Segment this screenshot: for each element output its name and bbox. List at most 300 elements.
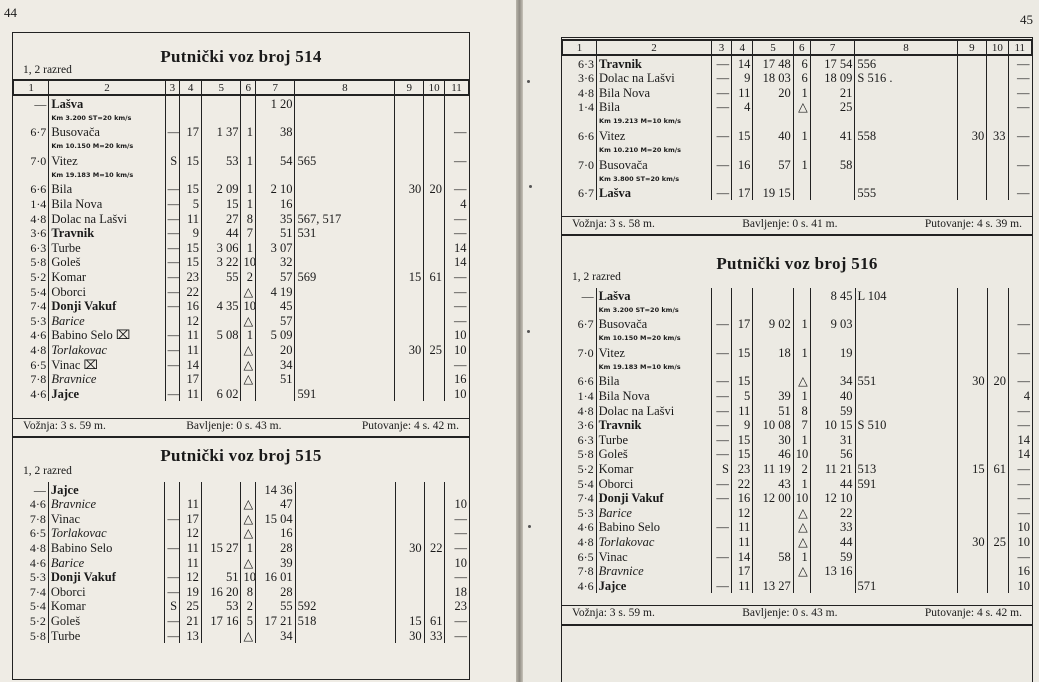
time-cell: 57 xyxy=(753,157,793,172)
time-cell xyxy=(957,100,987,115)
connection-cell xyxy=(295,182,395,197)
time-cell xyxy=(395,599,424,614)
column-header: 4 xyxy=(180,80,202,95)
time-cell: 10 xyxy=(793,491,810,506)
time-cell: 30 xyxy=(753,432,793,447)
section-divider xyxy=(562,234,1032,236)
station-name: Donji Vakuf xyxy=(596,491,711,506)
time-cell: — xyxy=(165,255,180,270)
time-cell: — xyxy=(165,211,180,226)
timetable-row xyxy=(563,128,1032,143)
cell xyxy=(202,168,241,182)
time-cell: 12 10 xyxy=(810,491,855,506)
station-name: Vinac xyxy=(48,511,165,526)
timetable-row xyxy=(562,374,1032,389)
time-cell: △ xyxy=(241,555,256,570)
cell xyxy=(711,143,731,157)
connection-cell: 592 xyxy=(295,599,395,614)
cell xyxy=(753,360,793,374)
time-cell: 11 xyxy=(180,540,202,555)
time-cell: 14 xyxy=(732,55,753,71)
time-cell xyxy=(987,476,1008,491)
time-cell: 30 xyxy=(957,374,987,389)
connection-cell xyxy=(855,85,957,100)
cell xyxy=(810,143,855,157)
time-cell xyxy=(202,342,241,357)
time-cell: 1 xyxy=(241,240,256,255)
time-cell: 11 xyxy=(180,497,202,512)
station-name: Bila xyxy=(49,182,165,197)
station-name: Oborci xyxy=(596,476,711,491)
time-cell: 44 xyxy=(202,226,241,241)
column-header: 10 xyxy=(987,40,1008,55)
time-cell: 16 xyxy=(180,299,202,314)
time-cell: — xyxy=(711,345,731,360)
time-cell: 11 xyxy=(731,534,752,549)
time-cell: 10 xyxy=(241,255,256,270)
cell xyxy=(241,168,256,182)
time-cell xyxy=(987,55,1008,71)
distance-cell: 5·4 xyxy=(577,476,594,491)
time-cell: — xyxy=(1008,403,1032,418)
connection-cell xyxy=(855,432,957,447)
time-cell: 15 xyxy=(731,345,752,360)
time-cell xyxy=(202,357,241,372)
time-cell: 8 xyxy=(241,211,256,226)
train-516-footer xyxy=(562,605,1032,620)
time-cell: — xyxy=(711,85,731,100)
distance-cell: 4·8 xyxy=(30,342,47,357)
time-cell: 10 xyxy=(793,447,810,462)
timetable-row xyxy=(562,447,1032,462)
time-cell xyxy=(202,284,241,299)
connection-cell: 518 xyxy=(295,613,395,628)
time-cell: 16 01 xyxy=(256,570,296,585)
time-cell: 40 xyxy=(810,388,855,403)
time-cell xyxy=(424,328,445,343)
distance-cell: 5·8 xyxy=(577,447,594,462)
connection-cell xyxy=(295,284,395,299)
timetable-row xyxy=(562,491,1032,506)
station-name: Goleš xyxy=(49,255,165,270)
time-cell: — xyxy=(445,570,469,585)
cell xyxy=(810,303,855,317)
station-name: Komar xyxy=(596,461,711,476)
time-cell: — xyxy=(711,432,731,447)
time-cell: — xyxy=(165,613,180,628)
time-cell: 23 xyxy=(731,461,752,476)
time-cell: — xyxy=(165,226,180,241)
time-cell xyxy=(202,313,241,328)
time-cell: — xyxy=(165,196,180,211)
cell xyxy=(732,143,753,157)
time-cell: 44 xyxy=(810,476,855,491)
time-cell xyxy=(987,432,1008,447)
train-515-class: 1, 2 razred xyxy=(23,465,72,477)
time-cell xyxy=(424,125,445,140)
station-name: Babino Selo xyxy=(48,540,165,555)
cell xyxy=(855,143,957,157)
time-cell: 31 xyxy=(810,432,855,447)
connection-cell: 513 xyxy=(855,461,957,476)
time-cell: 3 22 xyxy=(202,255,241,270)
time-cell: — xyxy=(711,476,731,491)
station-name: Bila Nova xyxy=(597,85,712,100)
time-cell: 11 xyxy=(732,85,753,100)
distance-cell: 6·6 xyxy=(577,374,594,389)
connection-cell xyxy=(295,95,395,111)
time-cell xyxy=(987,549,1008,564)
time-cell: 10 08 xyxy=(753,418,793,433)
time-cell: 22 xyxy=(731,476,752,491)
timetable-row xyxy=(13,613,469,628)
time-cell xyxy=(395,255,424,270)
cell xyxy=(165,139,180,153)
time-cell: — xyxy=(165,357,180,372)
station-name: Bravnice xyxy=(48,497,165,512)
time-cell: 20 xyxy=(753,85,793,100)
station-name: Turbe xyxy=(49,240,165,255)
time-cell: 14 xyxy=(445,255,469,270)
cell xyxy=(14,168,49,182)
time-cell xyxy=(395,570,424,585)
time-cell: 57 xyxy=(256,313,295,328)
timetable-row xyxy=(562,461,1032,476)
time-cell: 11 xyxy=(731,578,752,593)
time-cell: 46 xyxy=(753,447,793,462)
time-cell xyxy=(202,95,241,111)
time-cell: 25 xyxy=(180,599,202,614)
cell xyxy=(793,114,810,128)
time-cell: 21 xyxy=(180,613,202,628)
distance-cell: 4·8 xyxy=(578,85,595,100)
time-cell xyxy=(180,95,202,111)
time-cell: 34 xyxy=(256,628,296,643)
connection-cell xyxy=(295,570,395,585)
timetable-row xyxy=(14,299,469,314)
connection-cell xyxy=(855,345,957,360)
cell xyxy=(14,111,49,125)
time-cell: 20 xyxy=(424,182,445,197)
time-cell xyxy=(424,240,445,255)
time-cell xyxy=(395,313,424,328)
station-name: Vitez xyxy=(596,345,711,360)
connection-cell: 571 xyxy=(855,578,957,593)
station-name: Vitez xyxy=(597,128,712,143)
timetable-row xyxy=(563,143,1032,157)
time-cell xyxy=(424,284,445,299)
time-cell: 15 xyxy=(180,153,202,168)
timetable-row xyxy=(14,111,469,125)
time-cell: — xyxy=(165,182,180,197)
distance-cell: 6·7 xyxy=(578,186,595,201)
connection-cell xyxy=(855,491,957,506)
cell xyxy=(165,111,180,125)
timetable-frame xyxy=(12,32,470,680)
time-cell xyxy=(793,578,810,593)
time-cell xyxy=(165,526,180,541)
timetable-row xyxy=(14,313,469,328)
time-cell: 17 54 xyxy=(810,55,855,71)
time-cell: 1 xyxy=(241,540,256,555)
time-cell: 23 xyxy=(445,599,469,614)
time-cell: 17 48 xyxy=(753,55,793,71)
time-cell: 2 xyxy=(241,599,256,614)
time-cell: 11 xyxy=(180,555,202,570)
time-cell xyxy=(424,299,445,314)
putovanje-time: Putovanje: 4 s. 42 m. xyxy=(924,607,1022,619)
column-header: 8 xyxy=(855,40,957,55)
connection-cell: 551 xyxy=(855,374,957,389)
time-cell: 12 xyxy=(180,313,202,328)
timetable-row xyxy=(14,284,469,299)
time-cell: — xyxy=(711,491,731,506)
station-name: Jajce xyxy=(49,386,165,401)
time-cell: — xyxy=(165,240,180,255)
time-cell: 43 xyxy=(753,476,793,491)
time-cell: 14 36 xyxy=(256,482,296,497)
time-cell: — xyxy=(711,520,731,535)
cell xyxy=(957,303,987,317)
time-cell: — xyxy=(165,584,180,599)
time-cell xyxy=(201,482,241,497)
time-cell: 47 xyxy=(256,497,296,512)
station-name: Babino Selo ⌧ xyxy=(49,328,165,343)
station-name: Lašva xyxy=(596,288,711,303)
time-cell: — xyxy=(1008,71,1031,86)
time-cell: — xyxy=(711,403,731,418)
time-cell: 8 xyxy=(793,403,810,418)
time-cell xyxy=(957,85,987,100)
distance-cell: 1·4 xyxy=(578,100,595,115)
time-cell: 3 07 xyxy=(256,240,295,255)
cell xyxy=(563,143,597,157)
station-name: Lašva xyxy=(49,95,165,111)
time-cell xyxy=(424,255,445,270)
distance-cell: — xyxy=(34,96,47,111)
station-name: Dolac na Lašvi xyxy=(596,403,711,418)
time-cell: 14 xyxy=(1008,447,1032,462)
connection-cell: 531 xyxy=(295,226,395,241)
cell xyxy=(987,172,1008,186)
connection-cell xyxy=(295,497,395,512)
station-name: Busovača xyxy=(597,157,712,172)
timetable-row xyxy=(563,172,1032,186)
distance-cell: 4·6 xyxy=(30,386,47,401)
station-name: Turbe xyxy=(596,432,711,447)
timetable-row xyxy=(562,303,1032,317)
time-cell: 22 xyxy=(810,505,855,520)
time-cell xyxy=(395,211,424,226)
time-cell xyxy=(957,157,987,172)
cell xyxy=(855,114,957,128)
time-cell: 30 xyxy=(957,128,987,143)
station-name: Busovača xyxy=(596,317,711,332)
time-cell xyxy=(424,386,445,401)
time-cell: 10 xyxy=(1008,520,1032,535)
time-cell: 10 15 xyxy=(810,418,855,433)
time-cell: 9 03 xyxy=(810,317,855,332)
cell xyxy=(295,168,395,182)
time-cell: — xyxy=(165,386,180,401)
timetable-row xyxy=(562,534,1032,549)
bavljenje-time: Bavljenje: 0 s. 43 m. xyxy=(186,420,282,432)
connection-cell: S 516 . xyxy=(855,71,957,86)
time-cell: 17 16 xyxy=(201,613,241,628)
time-cell: — xyxy=(1008,317,1032,332)
distance-cell: 6·3 xyxy=(30,240,47,255)
cell xyxy=(562,331,596,345)
time-cell: — xyxy=(445,211,469,226)
time-cell: 9 xyxy=(180,226,202,241)
time-cell xyxy=(395,95,424,111)
time-cell xyxy=(753,520,793,535)
cell xyxy=(793,143,810,157)
cell xyxy=(957,360,987,374)
speed-restriction-note: Km 3.200 ST=20 km/s xyxy=(596,303,711,317)
time-cell: 30 xyxy=(395,342,424,357)
cell xyxy=(563,114,597,128)
time-cell xyxy=(395,584,424,599)
cell xyxy=(810,172,855,186)
time-cell: 51 xyxy=(256,372,295,387)
time-cell: 33 xyxy=(987,128,1008,143)
time-cell: 53 xyxy=(201,599,241,614)
timetable-row xyxy=(563,157,1032,172)
time-cell: 20 xyxy=(987,374,1008,389)
time-cell: — xyxy=(1008,157,1031,172)
timetable-row xyxy=(562,578,1032,593)
time-cell: 58 xyxy=(753,549,793,564)
cell xyxy=(732,172,753,186)
time-cell xyxy=(424,357,445,372)
time-cell xyxy=(395,555,424,570)
time-cell: — xyxy=(711,374,731,389)
time-cell: 59 xyxy=(810,549,855,564)
time-cell xyxy=(395,511,424,526)
time-cell xyxy=(793,186,810,201)
time-cell: 15 xyxy=(180,255,202,270)
time-cell: 54 xyxy=(256,153,295,168)
column-header: 6 xyxy=(241,80,256,95)
station-name: Turbe xyxy=(48,628,165,643)
time-cell: 27 xyxy=(202,211,241,226)
cell xyxy=(987,114,1008,128)
time-cell: — xyxy=(445,284,469,299)
time-cell: 5 xyxy=(731,388,752,403)
cell xyxy=(711,360,731,374)
time-cell xyxy=(201,497,241,512)
connection-cell xyxy=(295,313,395,328)
station-name: Torlakovac xyxy=(49,342,165,357)
time-cell xyxy=(987,157,1008,172)
station-name: Goleš xyxy=(48,613,165,628)
distance-cell: 6·6 xyxy=(578,128,595,143)
time-cell: 14 xyxy=(180,357,202,372)
time-cell: 30 xyxy=(395,628,424,643)
distance-cell: 4·6 xyxy=(29,497,46,512)
cell xyxy=(424,139,445,153)
distance-cell: 5·3 xyxy=(30,313,47,328)
timetable-row xyxy=(563,85,1032,100)
time-cell xyxy=(987,71,1008,86)
connection-cell: 565 xyxy=(295,153,395,168)
time-cell: 34 xyxy=(256,357,295,372)
time-cell: — xyxy=(165,269,180,284)
time-cell xyxy=(987,564,1008,579)
time-cell: — xyxy=(445,511,469,526)
time-cell: 9 xyxy=(731,418,752,433)
time-cell: △ xyxy=(793,505,810,520)
column-header: 3 xyxy=(711,40,731,55)
time-cell: 18 xyxy=(445,584,469,599)
distance-cell: 3·6 xyxy=(577,418,594,433)
cell xyxy=(711,172,731,186)
connection-cell xyxy=(295,125,395,140)
time-cell xyxy=(395,226,424,241)
time-cell xyxy=(395,299,424,314)
time-cell: — xyxy=(711,128,731,143)
time-cell xyxy=(201,555,241,570)
connection-cell xyxy=(295,482,395,497)
cell xyxy=(957,114,987,128)
time-cell: △ xyxy=(241,313,256,328)
cell xyxy=(241,139,256,153)
time-cell: 57 xyxy=(256,269,295,284)
timetable-row xyxy=(13,584,469,599)
station-name: Torlakovac xyxy=(48,526,165,541)
time-cell: 16 xyxy=(1008,564,1032,579)
time-cell xyxy=(165,482,180,497)
time-cell: — xyxy=(1008,345,1032,360)
speed-restriction-note: Km 19.183 M=10 km/s xyxy=(49,168,165,182)
timetable-row xyxy=(562,564,1032,579)
time-cell: — xyxy=(1008,549,1032,564)
timetable-row xyxy=(562,505,1032,520)
distance-cell: 6·3 xyxy=(578,56,595,71)
time-cell: — xyxy=(1008,491,1032,506)
time-cell: 16 xyxy=(731,491,752,506)
train-515-continued-table xyxy=(562,39,1032,200)
distance-cell: 6·3 xyxy=(577,432,594,447)
connection-cell xyxy=(295,357,395,372)
time-cell: 55 xyxy=(256,599,296,614)
time-cell: 10 xyxy=(445,342,469,357)
time-cell xyxy=(395,284,424,299)
time-cell xyxy=(987,505,1008,520)
connection-cell: 556 xyxy=(855,55,957,71)
cell xyxy=(395,168,424,182)
cell xyxy=(793,172,810,186)
distance-cell: 5·3 xyxy=(577,505,594,520)
time-cell: — xyxy=(165,125,180,140)
time-cell: 20 xyxy=(256,342,295,357)
time-cell: 11 xyxy=(180,386,202,401)
time-cell: 41 xyxy=(810,128,855,143)
time-cell: 5 08 xyxy=(202,328,241,343)
time-cell: — xyxy=(445,357,469,372)
time-cell xyxy=(957,55,987,71)
time-cell xyxy=(395,240,424,255)
time-cell xyxy=(395,386,424,401)
timetable-row xyxy=(14,255,469,270)
time-cell xyxy=(202,372,241,387)
cell xyxy=(1008,303,1032,317)
time-cell: 12 xyxy=(731,505,752,520)
cell xyxy=(1008,143,1031,157)
time-cell: 15 04 xyxy=(256,511,296,526)
distance-cell: 5·4 xyxy=(30,284,47,299)
